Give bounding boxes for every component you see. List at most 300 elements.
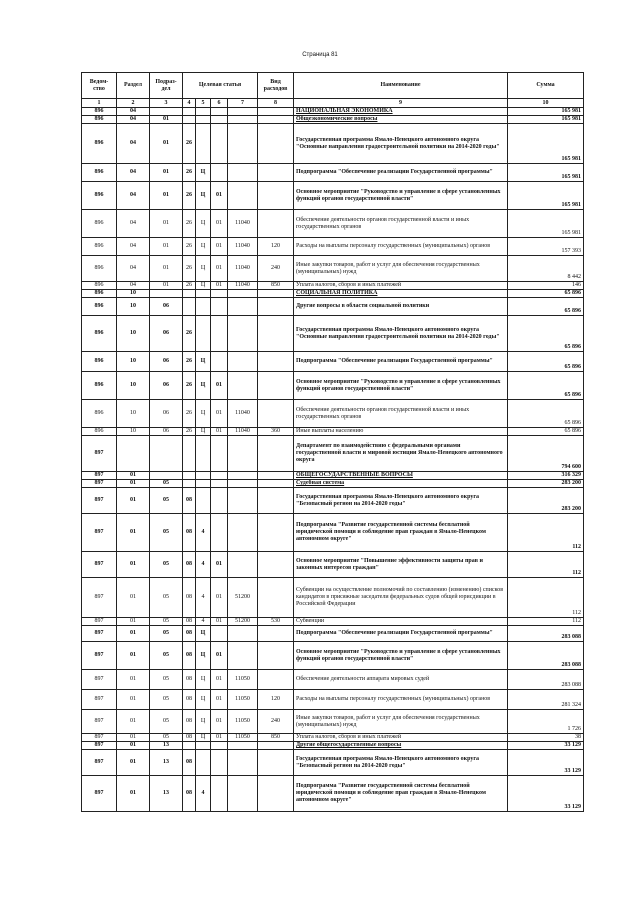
ved-cell: 896 — [82, 182, 117, 210]
razdel-cell: 01 — [117, 514, 150, 552]
sum-cell: 33 129 — [508, 742, 584, 750]
podrazdel-cell: 01 — [150, 256, 183, 282]
ved-cell: 897 — [82, 626, 117, 642]
sum-cell: 33 129 — [508, 776, 584, 812]
table-row — [82, 750, 584, 776]
name-cell: Обеспечение деятельности аппарата мировых судей — [294, 670, 508, 690]
podrazdel-cell — [150, 436, 183, 472]
target-part2-cell — [196, 316, 211, 352]
col-header-ved: Ведом-ство — [82, 73, 117, 99]
sum-cell: 112 — [508, 578, 584, 618]
num-cell: 9 — [294, 99, 508, 108]
name-cell: Подпрограмма "Обеспечение реализации Государственной программы" — [294, 352, 508, 372]
target-part1-cell: 08 — [183, 578, 196, 618]
target-part2-cell: 4 — [196, 514, 211, 552]
podrazdel-cell: 05 — [150, 618, 183, 626]
target-part4-cell: 11040 — [228, 256, 258, 282]
vid-cell: 850 — [258, 734, 294, 742]
target-part3-cell: 01 — [211, 256, 228, 282]
razdel-cell: 01 — [117, 642, 150, 670]
vid-cell — [258, 670, 294, 690]
name-cell: Иные закупки товаров, работ и услуг для обеспечения государственных (муниципальных) нужд — [294, 710, 508, 734]
name-cell: Подпрограмма "Обеспечение реализации Государственной программы" — [294, 164, 508, 182]
target-part4-cell — [228, 626, 258, 642]
target-part4-cell — [228, 352, 258, 372]
target-part1-cell: 08 — [183, 488, 196, 514]
target-part3-cell — [211, 298, 228, 316]
target-part1-cell — [183, 290, 196, 298]
vid-cell — [258, 480, 294, 488]
target-part2-cell — [196, 750, 211, 776]
name-cell: Иные выплаты населению — [294, 428, 508, 436]
ved-cell: 897 — [82, 552, 117, 578]
target-part1-cell — [183, 472, 196, 480]
name-cell: Расходы на выплаты персоналу государственных (муниципальных) органов — [294, 238, 508, 256]
sum-cell: 281 324 — [508, 690, 584, 710]
vid-cell — [258, 472, 294, 480]
razdel-cell: 10 — [117, 290, 150, 298]
podrazdel-cell: 13 — [150, 742, 183, 750]
razdel-cell: 10 — [117, 428, 150, 436]
ved-cell: 896 — [82, 164, 117, 182]
target-part2-cell: 4 — [196, 776, 211, 812]
sum-cell: 8 442 — [508, 256, 584, 282]
table-row — [82, 256, 584, 282]
target-part3-cell — [211, 488, 228, 514]
ved-cell: 897 — [82, 710, 117, 734]
ved-cell: 896 — [82, 428, 117, 436]
razdel-cell: 10 — [117, 352, 150, 372]
target-part1-cell: 26 — [183, 124, 196, 164]
target-part4-cell — [228, 164, 258, 182]
vid-cell — [258, 108, 294, 116]
target-part2-cell: Ц — [196, 372, 211, 400]
razdel-cell: 10 — [117, 372, 150, 400]
table-row — [82, 690, 584, 710]
vid-cell — [258, 514, 294, 552]
target-part2-cell: Ц — [196, 182, 211, 210]
table-body — [82, 108, 584, 812]
name-cell: Государственная программа Ямало-Ненецкого автономного округа "Основные направления градостроительной политики на 2014-2020 годы" — [294, 124, 508, 164]
ved-cell: 896 — [82, 298, 117, 316]
target-part2-cell: Ц — [196, 256, 211, 282]
target-part2-cell: 4 — [196, 578, 211, 618]
target-part2-cell: 4 — [196, 618, 211, 626]
table-row — [82, 710, 584, 734]
ved-cell: 896 — [82, 316, 117, 352]
target-part4-cell: 11040 — [228, 238, 258, 256]
table-row — [82, 618, 584, 626]
target-part1-cell: 08 — [183, 734, 196, 742]
ved-cell: 897 — [82, 436, 117, 472]
podrazdel-cell — [150, 290, 183, 298]
vid-cell — [258, 742, 294, 750]
target-part2-cell: Ц — [196, 670, 211, 690]
vid-cell — [258, 626, 294, 642]
target-part2-cell: Ц — [196, 210, 211, 238]
razdel-cell: 01 — [117, 670, 150, 690]
ved-cell: 897 — [82, 734, 117, 742]
table-row — [82, 480, 584, 488]
razdel-cell: 04 — [117, 282, 150, 290]
podrazdel-cell: 05 — [150, 710, 183, 734]
sum-cell: 146 — [508, 282, 584, 290]
target-part3-cell — [211, 108, 228, 116]
ved-cell: 896 — [82, 108, 117, 116]
target-part4-cell: 51200 — [228, 618, 258, 626]
table-row — [82, 238, 584, 256]
table-row — [82, 316, 584, 352]
sum-cell: 794 600 — [508, 436, 584, 472]
podrazdel-cell: 13 — [150, 750, 183, 776]
target-part4-cell — [228, 750, 258, 776]
target-part2-cell: Ц — [196, 690, 211, 710]
header-row — [82, 73, 584, 99]
razdel-cell: 01 — [117, 734, 150, 742]
razdel-cell: 04 — [117, 238, 150, 256]
target-part3-cell: 01 — [211, 618, 228, 626]
podrazdel-cell: 05 — [150, 488, 183, 514]
target-part3-cell: 01 — [211, 734, 228, 742]
sum-cell: 112 — [508, 618, 584, 626]
target-part3-cell: 01 — [211, 642, 228, 670]
name-cell: Другие вопросы в области социальной политики — [294, 298, 508, 316]
razdel-cell: 10 — [117, 298, 150, 316]
razdel-cell: 10 — [117, 316, 150, 352]
target-part2-cell: Ц — [196, 352, 211, 372]
target-part2-cell — [196, 488, 211, 514]
podrazdel-cell: 05 — [150, 552, 183, 578]
name-cell: Департамент по взаимодействию с федеральными органами государственной власти и мировой юстиции Ямало-Ненецкого автономного округа — [294, 436, 508, 472]
sum-cell: 157 393 — [508, 238, 584, 256]
table-row — [82, 428, 584, 436]
target-part4-cell: 11040 — [228, 282, 258, 290]
name-cell: Иные закупки товаров, работ и услуг для обеспечения государственных (муниципальных) нужд — [294, 256, 508, 282]
target-part3-cell: 01 — [211, 182, 228, 210]
razdel-cell: 01 — [117, 626, 150, 642]
table-row — [82, 124, 584, 164]
sum-cell: 165 981 — [508, 182, 584, 210]
table-row — [82, 290, 584, 298]
table-row — [82, 372, 584, 400]
target-part2-cell: Ц — [196, 428, 211, 436]
ved-cell: 897 — [82, 514, 117, 552]
podrazdel-cell: 01 — [150, 182, 183, 210]
target-part4-cell: 11050 — [228, 734, 258, 742]
target-part1-cell: 26 — [183, 372, 196, 400]
sum-cell: 283 088 — [508, 642, 584, 670]
target-part2-cell: Ц — [196, 642, 211, 670]
podrazdel-cell: 05 — [150, 626, 183, 642]
table-row — [82, 352, 584, 372]
sum-cell: 65 896 — [508, 298, 584, 316]
target-part2-cell — [196, 742, 211, 750]
name-cell: Другие общегосударственные вопросы — [294, 742, 508, 750]
podrazdel-cell: 01 — [150, 164, 183, 182]
num-cell: 8 — [258, 99, 294, 108]
sum-cell: 283 200 — [508, 488, 584, 514]
sum-cell: 65 896 — [508, 352, 584, 372]
table-row — [82, 282, 584, 290]
table-row — [82, 776, 584, 812]
budget-table — [81, 72, 584, 812]
razdel-cell: 01 — [117, 480, 150, 488]
vid-cell — [258, 776, 294, 812]
sum-cell: 283 088 — [508, 626, 584, 642]
sum-cell: 65 896 — [508, 400, 584, 428]
sum-cell: 65 896 — [508, 372, 584, 400]
col-header-razdel: Раздел — [117, 73, 150, 99]
razdel-cell: 10 — [117, 400, 150, 428]
podrazdel-cell: 01 — [150, 210, 183, 238]
podrazdel-cell: 05 — [150, 690, 183, 710]
target-part2-cell — [196, 116, 211, 124]
table-row — [82, 734, 584, 742]
name-cell: Государственная программа Ямало-Ненецкого автономного округа "Безопасный регион на 2014-2020 годы" — [294, 750, 508, 776]
target-part4-cell — [228, 480, 258, 488]
target-part1-cell: 26 — [183, 182, 196, 210]
target-part2-cell — [196, 480, 211, 488]
num-cell: 7 — [228, 99, 258, 108]
ved-cell: 897 — [82, 488, 117, 514]
target-part4-cell — [228, 514, 258, 552]
vid-cell — [258, 578, 294, 618]
target-part2-cell: Ц — [196, 282, 211, 290]
vid-cell — [258, 116, 294, 124]
sum-cell: 1 726 — [508, 710, 584, 734]
target-part3-cell: 01 — [211, 238, 228, 256]
target-part1-cell: 08 — [183, 514, 196, 552]
razdel-cell: 01 — [117, 618, 150, 626]
ved-cell: 896 — [82, 400, 117, 428]
target-part1-cell: 26 — [183, 210, 196, 238]
table-row — [82, 164, 584, 182]
num-cell: 5 — [196, 99, 211, 108]
target-part1-cell: 08 — [183, 626, 196, 642]
target-part3-cell: 01 — [211, 428, 228, 436]
vid-cell — [258, 316, 294, 352]
target-part2-cell: Ц — [196, 400, 211, 428]
target-part1-cell: 26 — [183, 316, 196, 352]
razdel-cell — [117, 436, 150, 472]
target-part3-cell: 01 — [211, 552, 228, 578]
vid-cell: 240 — [258, 710, 294, 734]
podrazdel-cell: 05 — [150, 670, 183, 690]
ved-cell: 896 — [82, 238, 117, 256]
target-part2-cell: Ц — [196, 626, 211, 642]
razdel-cell: 01 — [117, 578, 150, 618]
name-cell: Обеспечение деятельности органов государственной власти и иных государственных органов — [294, 210, 508, 238]
podrazdel-cell: 06 — [150, 400, 183, 428]
target-part3-cell: 01 — [211, 372, 228, 400]
vid-cell — [258, 298, 294, 316]
razdel-cell: 04 — [117, 124, 150, 164]
target-part1-cell — [183, 108, 196, 116]
table-row — [82, 578, 584, 618]
name-cell: Государственная программа Ямало-Ненецкого автономного округа "Безопасный регион на 2014-2020 годы" — [294, 488, 508, 514]
vid-cell — [258, 372, 294, 400]
razdel-cell: 01 — [117, 488, 150, 514]
vid-cell — [258, 750, 294, 776]
name-cell: Общеэкономические вопросы — [294, 116, 508, 124]
ved-cell: 896 — [82, 352, 117, 372]
target-part3-cell — [211, 776, 228, 812]
target-part3-cell: 01 — [211, 710, 228, 734]
col-header-sum: Сумма — [508, 73, 584, 99]
target-part4-cell — [228, 316, 258, 352]
target-part4-cell — [228, 298, 258, 316]
ved-cell: 896 — [82, 256, 117, 282]
podrazdel-cell: 06 — [150, 298, 183, 316]
ved-cell: 896 — [82, 282, 117, 290]
podrazdel-cell: 05 — [150, 734, 183, 742]
table-row — [82, 488, 584, 514]
razdel-cell: 04 — [117, 256, 150, 282]
ved-cell: 896 — [82, 124, 117, 164]
name-cell: СОЦИАЛЬНАЯ ПОЛИТИКА — [294, 290, 508, 298]
sum-cell: 165 981 — [508, 124, 584, 164]
target-part1-cell: 26 — [183, 238, 196, 256]
target-part4-cell — [228, 552, 258, 578]
target-part1-cell: 26 — [183, 282, 196, 290]
target-part4-cell: 11040 — [228, 210, 258, 238]
vid-cell — [258, 352, 294, 372]
target-part3-cell — [211, 316, 228, 352]
vid-cell — [258, 182, 294, 210]
ved-cell: 897 — [82, 670, 117, 690]
ved-cell: 897 — [82, 750, 117, 776]
target-part3-cell — [211, 116, 228, 124]
page-title: Страница 81 — [302, 52, 338, 58]
podrazdel-cell: 06 — [150, 352, 183, 372]
num-cell: 1 — [82, 99, 117, 108]
razdel-cell: 01 — [117, 472, 150, 480]
target-part4-cell: 11040 — [228, 400, 258, 428]
ved-cell: 897 — [82, 690, 117, 710]
target-part3-cell: 01 — [211, 210, 228, 238]
ved-cell: 896 — [82, 116, 117, 124]
target-part2-cell: Ц — [196, 734, 211, 742]
vid-cell: 120 — [258, 238, 294, 256]
target-part3-cell — [211, 742, 228, 750]
sum-cell: 65 896 — [508, 316, 584, 352]
sum-cell: 112 — [508, 514, 584, 552]
podrazdel-cell: 01 — [150, 116, 183, 124]
target-part3-cell — [211, 164, 228, 182]
target-part4-cell — [228, 182, 258, 210]
podrazdel-cell: 05 — [150, 642, 183, 670]
name-cell: Субвенции — [294, 618, 508, 626]
target-part3-cell: 01 — [211, 400, 228, 428]
target-part1-cell: 26 — [183, 400, 196, 428]
ved-cell: 897 — [82, 742, 117, 750]
target-part3-cell — [211, 352, 228, 372]
target-part1-cell: 08 — [183, 710, 196, 734]
table-row — [82, 552, 584, 578]
sum-cell: 65 896 — [508, 290, 584, 298]
podrazdel-cell: 05 — [150, 578, 183, 618]
num-cell: 3 — [150, 99, 183, 108]
target-part3-cell — [211, 514, 228, 552]
table-row — [82, 108, 584, 116]
numbering-row — [82, 99, 584, 108]
name-cell: ОБЩЕГОСУДАРСТВЕННЫЕ ВОПРОСЫ — [294, 472, 508, 480]
target-part3-cell: 01 — [211, 690, 228, 710]
vid-cell: 850 — [258, 282, 294, 290]
podrazdel-cell: 06 — [150, 428, 183, 436]
target-part4-cell: 51200 — [228, 578, 258, 618]
target-part2-cell: 4 — [196, 552, 211, 578]
vid-cell — [258, 488, 294, 514]
podrazdel-cell: 06 — [150, 372, 183, 400]
name-cell: Основное мероприятие "Руководство и управление в сфере установленных функций органов государственной власти" — [294, 642, 508, 670]
name-cell: Подпрограмма "Развитие государственной системы бесплатной юридической помощи и соблюдение прав граждан в Ямало-Ненецком автономном округе" — [294, 514, 508, 552]
target-part4-cell — [228, 124, 258, 164]
razdel-cell: 01 — [117, 776, 150, 812]
razdel-cell: 01 — [117, 742, 150, 750]
target-part1-cell — [183, 298, 196, 316]
target-part1-cell — [183, 480, 196, 488]
target-part3-cell: 01 — [211, 282, 228, 290]
target-part4-cell — [228, 372, 258, 400]
table-row — [82, 472, 584, 480]
table-row — [82, 642, 584, 670]
target-part1-cell: 26 — [183, 164, 196, 182]
podrazdel-cell: 05 — [150, 480, 183, 488]
razdel-cell: 01 — [117, 690, 150, 710]
name-cell: Расходы на выплаты персоналу государственных (муниципальных) органов — [294, 690, 508, 710]
vid-cell — [258, 164, 294, 182]
target-part2-cell — [196, 472, 211, 480]
sum-cell: 33 129 — [508, 750, 584, 776]
target-part4-cell — [228, 488, 258, 514]
podrazdel-cell — [150, 108, 183, 116]
target-part2-cell — [196, 298, 211, 316]
target-part3-cell — [211, 626, 228, 642]
num-cell: 2 — [117, 99, 150, 108]
podrazdel-cell: 01 — [150, 282, 183, 290]
table-row — [82, 400, 584, 428]
name-cell: Субвенции на осуществление полномочий по составлению (изменению) списков кандидатов в присяжные заседатели федеральных судов общей юрисдикции в Российской Федерации — [294, 578, 508, 618]
name-cell: Основное мероприятие "Руководство и управление в сфере установленных функций органов государственной власти" — [294, 372, 508, 400]
target-part4-cell — [228, 742, 258, 750]
col-header-podrazdel: Подраз-дел — [150, 73, 183, 99]
table-row — [82, 298, 584, 316]
podrazdel-cell: 06 — [150, 316, 183, 352]
razdel-cell: 04 — [117, 210, 150, 238]
target-part2-cell: Ц — [196, 164, 211, 182]
sum-cell: 316 329 — [508, 472, 584, 480]
vid-cell — [258, 642, 294, 670]
num-cell: 10 — [508, 99, 584, 108]
table-row — [82, 210, 584, 238]
sum-cell: 165 981 — [508, 210, 584, 238]
podrazdel-cell: 01 — [150, 238, 183, 256]
razdel-cell: 04 — [117, 164, 150, 182]
target-part3-cell: 01 — [211, 670, 228, 690]
razdel-cell: 01 — [117, 552, 150, 578]
target-part4-cell: 11050 — [228, 690, 258, 710]
name-cell: Уплата налогов, сборов и иных платежей — [294, 282, 508, 290]
col-header-vid: Вид расходов — [258, 73, 294, 99]
target-part1-cell: 08 — [183, 690, 196, 710]
ved-cell: 896 — [82, 372, 117, 400]
vid-cell — [258, 400, 294, 428]
target-part3-cell — [211, 480, 228, 488]
table-row — [82, 116, 584, 124]
sum-cell: 283 200 — [508, 480, 584, 488]
table-row — [82, 670, 584, 690]
